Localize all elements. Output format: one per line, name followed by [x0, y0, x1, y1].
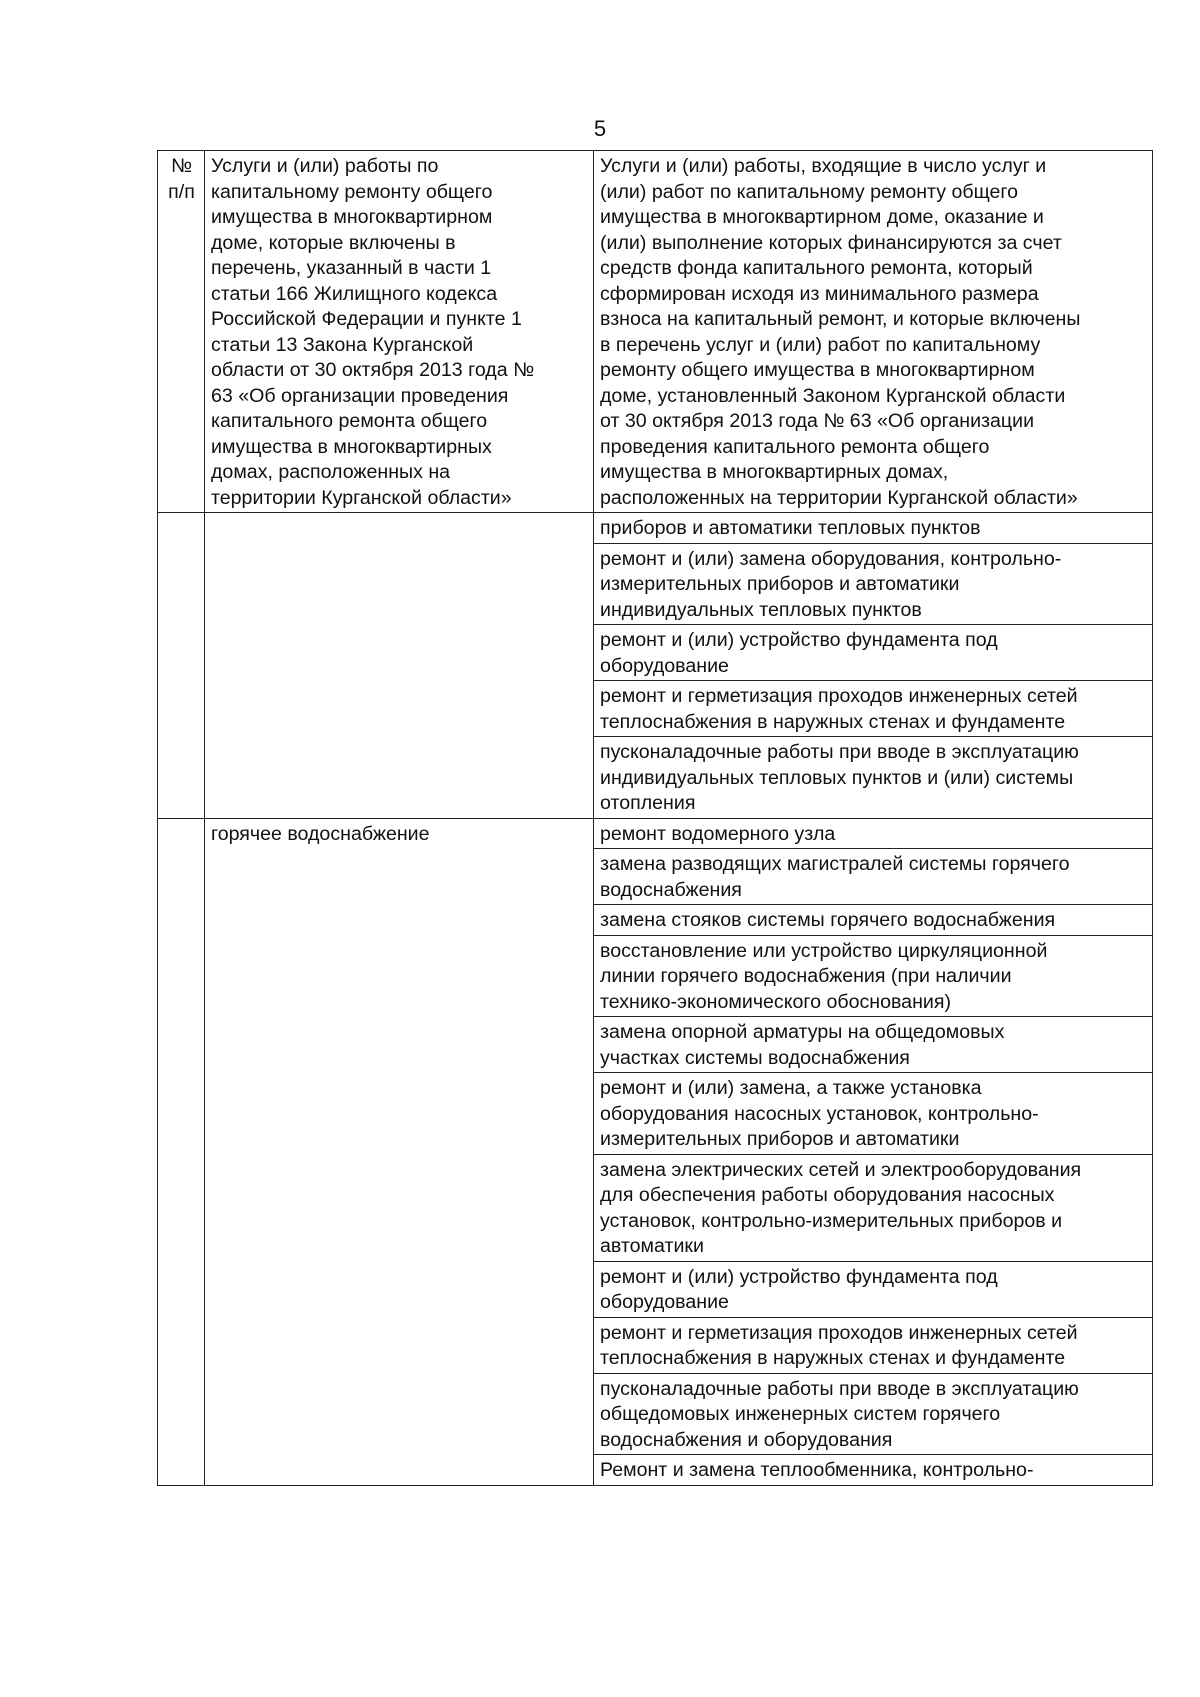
- work-cell-line: пусконаладочные работы при вводе в эксплуатацию: [600, 1377, 1079, 1400]
- header-services-cell-line: домах, расположенных на: [211, 461, 451, 483]
- work-cell: [594, 1154, 1153, 1261]
- work-cell: [594, 905, 1153, 936]
- header-services-cell-line: территории Курганской области»: [211, 486, 512, 509]
- header-services-cell: [205, 151, 594, 513]
- work-cell-line: ремонт и герметизация проходов инженерных сетей: [600, 1321, 1078, 1344]
- header-services-cell-line: области от 30 октября 2013 года №: [211, 359, 535, 381]
- header-works-cell-line: в перечень услуг и (или) работ по капитальному: [600, 333, 1041, 356]
- work-cell: [594, 681, 1153, 737]
- header-works-cell-line: доме, установленный Законом Курганской области: [600, 384, 1066, 407]
- services-table: [157, 150, 1153, 1486]
- header-number-cell: [158, 151, 205, 513]
- work-cell: [594, 849, 1153, 905]
- work-cell: [594, 818, 1153, 849]
- work-cell-line: для обеспечения работы оборудования насосных: [600, 1184, 1055, 1206]
- work-cell: [594, 513, 1153, 544]
- service-cell-line: горячее водоснабжение: [211, 822, 430, 845]
- header-works-cell-line: (или) работ по капитальному ремонту общего: [600, 180, 1019, 203]
- header-services-cell-line: Российской Федерации и пункте 1: [211, 308, 522, 330]
- work-cell-line: приборов и автоматики тепловых пунктов: [600, 517, 981, 539]
- work-cell: [594, 625, 1153, 681]
- header-row: [158, 151, 1153, 513]
- work-cell: [594, 1317, 1153, 1373]
- header-services-cell-line: капитальному ремонту общего: [211, 180, 493, 203]
- header-works-cell-line: проведения капитального ремонта общего: [600, 435, 990, 458]
- page-number: 5: [593, 116, 607, 141]
- header-works-cell-line: имущества в многоквартирных домах,: [600, 461, 949, 483]
- work-cell-line: линии горячего водоснабжения (при наличии: [600, 965, 1012, 987]
- header-works-cell-line: сформирован исходя из минимального размера: [600, 282, 1039, 305]
- work-cell-line: ремонт и (или) замена оборудования, контрольно-: [600, 547, 1062, 570]
- work-cell-line: измерительных приборов и автоматики: [600, 573, 960, 595]
- header-services-cell-line: статьи 13 Закона Курганской: [211, 333, 474, 356]
- work-cell-line: замена опорной арматуры на общедомовых: [600, 1021, 1005, 1043]
- header-services-cell-line: Услуги и (или) работы по: [211, 155, 439, 177]
- work-cell-line: Ремонт и замена теплообменника, контрольно-: [600, 1459, 1034, 1481]
- header-works-cell-line: взноса на капитальный ремонт, и которые включены: [600, 308, 1081, 330]
- work-cell-line: замена разводящих магистралей системы горячего: [600, 853, 1070, 875]
- header-services-cell-line: доме, которые включены в: [211, 231, 456, 254]
- work-cell: [594, 1017, 1153, 1073]
- work-cell-line: оборудование: [600, 1291, 729, 1313]
- header-works-cell-line: средств фонда капитального ремонта, который: [600, 257, 1033, 279]
- work-cell-line: индивидуальных тепловых пунктов и (или) системы: [600, 766, 1074, 789]
- work-cell-line: отопления: [600, 792, 696, 814]
- work-cell-line: установок, контрольно-измерительных приборов и: [600, 1209, 1063, 1232]
- work-cell: [594, 1073, 1153, 1155]
- service-cell: [205, 818, 594, 1485]
- header-services-cell-line: капитального ремонта общего: [211, 410, 488, 432]
- work-cell: [594, 1261, 1153, 1317]
- work-cell-line: теплоснабжения в наружных стенах и фундаменте: [600, 710, 1066, 733]
- header-services-cell-line: перечень, указанный в части 1: [211, 257, 492, 279]
- table-row: [158, 513, 1153, 544]
- work-cell-line: замена стояков системы горячего водоснабжения: [600, 909, 1056, 931]
- work-cell-line: замена электрических сетей и электрооборудования: [600, 1158, 1082, 1181]
- work-cell-line: ремонт и (или) устройство фундамента под: [600, 629, 998, 651]
- work-cell-line: ремонт и герметизация проходов инженерных сетей: [600, 685, 1078, 707]
- header-works-cell-line: (или) выполнение которых финансируются за счет: [600, 231, 1062, 254]
- work-cell-line: общедомовых инженерных систем горячего: [600, 1403, 1001, 1425]
- work-cell-line: ремонт и (или) замена, а также установка: [600, 1077, 982, 1099]
- work-cell: [594, 1455, 1153, 1486]
- header-works-cell-line: ремонту общего имущества в многоквартирном: [600, 359, 1035, 381]
- work-cell-line: ремонт водомерного узла: [600, 822, 836, 845]
- work-cell-line: участках системы водоснабжения: [600, 1046, 910, 1069]
- work-cell-line: восстановление или устройство циркуляционной: [600, 939, 1048, 962]
- header-services-cell-line: статьи 166 Жилищного кодекса: [211, 282, 498, 305]
- work-cell-line: водоснабжения: [600, 878, 742, 901]
- header-works-cell-line: имущества в многоквартирном доме, оказание и: [600, 206, 1044, 228]
- header-works-cell-line: от 30 октября 2013 года № 63 «Об организации: [600, 410, 1035, 432]
- number-cell: [158, 513, 205, 819]
- work-cell: [594, 935, 1153, 1017]
- work-cell-line: индивидуальных тепловых пунктов: [600, 598, 922, 621]
- header-works-cell-line: расположенных на территории Курганской области»: [600, 486, 1078, 509]
- work-cell-line: оборудование: [600, 654, 729, 677]
- header-services-cell-line: имущества в многоквартирном: [211, 206, 493, 228]
- work-cell-line: теплоснабжения в наружных стенах и фундаменте: [600, 1347, 1066, 1369]
- work-cell: [594, 737, 1153, 819]
- number-cell: [158, 818, 205, 1485]
- header-works-cell-line: Услуги и (или) работы, входящие в число услуг и: [600, 155, 1047, 177]
- work-cell-line: пусконаладочные работы при вводе в эксплуатацию: [600, 741, 1079, 763]
- work-cell-line: оборудования насосных установок, контрольно-: [600, 1102, 1039, 1125]
- service-cell: [205, 513, 594, 819]
- work-cell-line: ремонт и (или) устройство фундамента под: [600, 1265, 998, 1288]
- table-row: [158, 818, 1153, 849]
- header-works-cell: [594, 151, 1153, 513]
- work-cell-line: технико-экономического обоснования): [600, 990, 951, 1013]
- work-cell-line: автоматики: [600, 1235, 704, 1257]
- work-cell-line: измерительных приборов и автоматики: [600, 1128, 960, 1150]
- header-number-line: №: [170, 155, 193, 177]
- work-cell: [594, 1373, 1153, 1455]
- header-services-cell-line: имущества в многоквартирных: [211, 435, 492, 458]
- work-cell: [594, 543, 1153, 625]
- header-services-cell-line: 63 «Об организации проведения: [211, 384, 509, 407]
- work-cell-line: водоснабжения и оборудования: [600, 1428, 893, 1451]
- header-number-line: п/п: [168, 180, 195, 203]
